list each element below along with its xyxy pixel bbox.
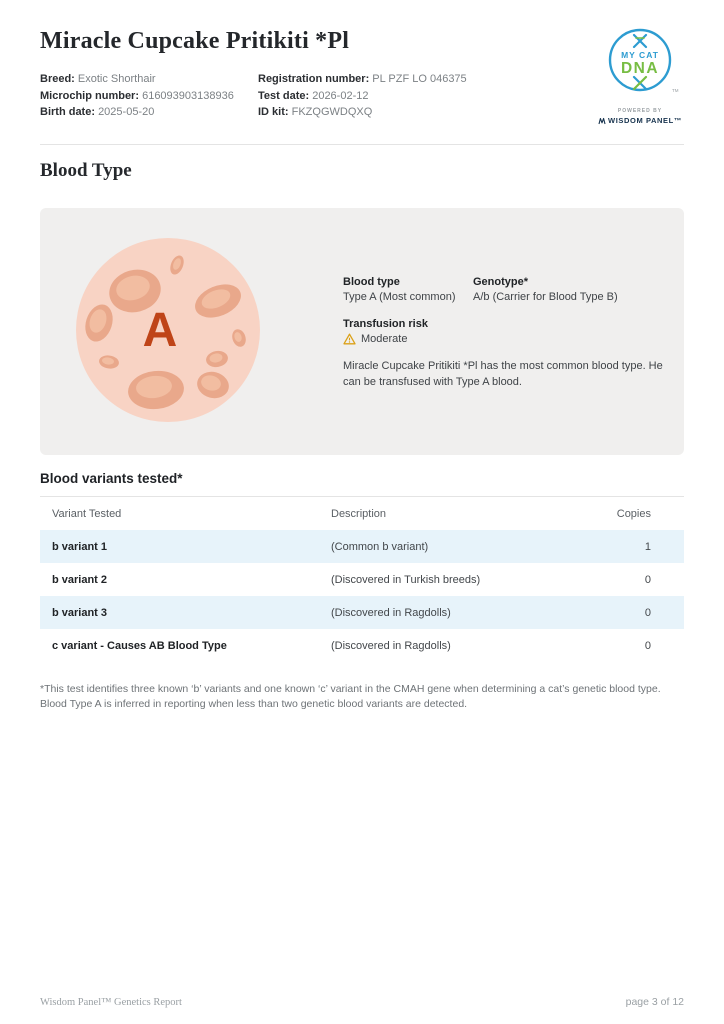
table-row bbox=[40, 629, 684, 662]
warning-triangle-icon bbox=[343, 333, 356, 345]
blood-type-letter: A bbox=[142, 304, 178, 357]
footer-page-number: page 3 of 12 bbox=[625, 996, 684, 1008]
breed-value: Exotic Shorthair bbox=[77, 73, 156, 85]
table-header-row bbox=[40, 497, 684, 530]
microchip-row bbox=[40, 88, 258, 105]
breed-label: Breed: bbox=[40, 73, 75, 85]
footer-report-title: Wisdom Panel™ Genetics Report bbox=[40, 997, 182, 1008]
birth-date-row bbox=[40, 104, 258, 121]
id-kit-row bbox=[258, 104, 518, 121]
variant-name: b variant 2 bbox=[52, 573, 108, 586]
pet-name-title: Miracle Cupcake Pritikiti *Pl bbox=[40, 28, 350, 54]
wisdom-panel-label: WISDOM PANEL™ bbox=[608, 116, 682, 125]
blood-type-value: Type A (Most common) bbox=[343, 291, 456, 303]
column-header-copies: Copies bbox=[616, 507, 651, 520]
variant-name: b variant 1 bbox=[52, 540, 108, 553]
pet-info-right-column bbox=[258, 71, 518, 121]
variants-table bbox=[40, 497, 684, 662]
table-row bbox=[40, 596, 684, 629]
genotype-field bbox=[473, 276, 673, 303]
transfusion-risk-label: Transfusion risk bbox=[343, 318, 428, 330]
dna-helix-top-icon bbox=[634, 35, 646, 47]
table-row bbox=[40, 563, 684, 596]
powered-by-label: POWERED BY bbox=[617, 108, 663, 114]
variant-description: (Discovered in Ragdolls) bbox=[331, 639, 451, 652]
transfusion-risk-value: Moderate bbox=[361, 333, 408, 345]
logo-line2: DNA bbox=[620, 60, 660, 77]
my-cat-dna-logo-icon bbox=[601, 24, 679, 102]
variant-copies: 1 bbox=[644, 540, 651, 553]
wisdom-panel-brand bbox=[592, 116, 688, 125]
registration-label: Registration number: bbox=[258, 73, 370, 85]
wisdom-panel-mark-icon bbox=[598, 117, 606, 125]
variant-name: b variant 3 bbox=[52, 606, 108, 619]
page-footer bbox=[40, 996, 684, 1008]
genotype-label: Genotype* bbox=[473, 276, 529, 288]
logo-line1: MY CAT bbox=[621, 50, 659, 60]
variant-name: c variant - Causes AB Blood Type bbox=[52, 639, 227, 652]
test-date-label: Test date: bbox=[258, 89, 310, 102]
variant-copies: 0 bbox=[644, 639, 651, 652]
registration-row bbox=[258, 71, 518, 88]
blood-type-label: Blood type bbox=[343, 276, 400, 288]
birth-date-label: Birth date: bbox=[40, 106, 95, 118]
test-footnote: *This test identifies three known ‘b’ variants and one known ‘c’ variant in the CMAH gene when determining a cat’s genetic blood type. Blood Type A is inferred in reporting when less than two genetic blood variants are detected. bbox=[40, 683, 661, 710]
birth-date-value: 2025-05-20 bbox=[98, 106, 155, 118]
microchip-label: Microchip number: bbox=[40, 89, 140, 102]
variants-heading: Blood variants tested* bbox=[40, 471, 183, 486]
variant-copies: 0 bbox=[644, 573, 651, 586]
breed-row bbox=[40, 71, 258, 88]
test-date-value: 2026-02-12 bbox=[312, 89, 369, 102]
blood-type-details bbox=[343, 276, 673, 390]
blood-type-summary: Miracle Cupcake Pritikiti *Pl has the most common blood type. He can be transfused with Type A blood. bbox=[343, 360, 663, 388]
variant-description: (Discovered in Ragdolls) bbox=[331, 606, 451, 619]
blood-type-card bbox=[40, 208, 684, 455]
column-header-variant: Variant Tested bbox=[52, 507, 122, 520]
logo-tm: TM bbox=[672, 88, 679, 93]
blood-type-field bbox=[343, 276, 473, 303]
id-kit-value: FKZQGWDQXQ bbox=[291, 106, 373, 118]
genotype-value: A/b (Carrier for Blood Type B) bbox=[473, 291, 618, 303]
header-divider bbox=[40, 144, 684, 145]
transfusion-risk-field bbox=[343, 318, 673, 345]
variant-description: (Common b variant) bbox=[331, 540, 429, 553]
pet-info bbox=[40, 71, 518, 121]
blood-type-section-heading: Blood Type bbox=[40, 160, 132, 181]
variant-copies: 0 bbox=[644, 606, 651, 619]
variant-description: (Discovered in Turkish breeds) bbox=[331, 573, 481, 586]
id-kit-label: ID kit: bbox=[258, 106, 289, 118]
my-cat-dna-logo bbox=[592, 24, 688, 125]
registration-value: PL PZF LO 046375 bbox=[372, 73, 467, 85]
dna-helix-bottom-icon bbox=[634, 77, 646, 89]
test-date-row bbox=[258, 88, 518, 105]
table-row bbox=[40, 530, 684, 563]
pet-info-left-column bbox=[40, 71, 258, 121]
blood-cell-illustration bbox=[76, 238, 260, 422]
microchip-value: 616093903138936 bbox=[142, 89, 234, 102]
column-header-description: Description bbox=[331, 507, 387, 520]
